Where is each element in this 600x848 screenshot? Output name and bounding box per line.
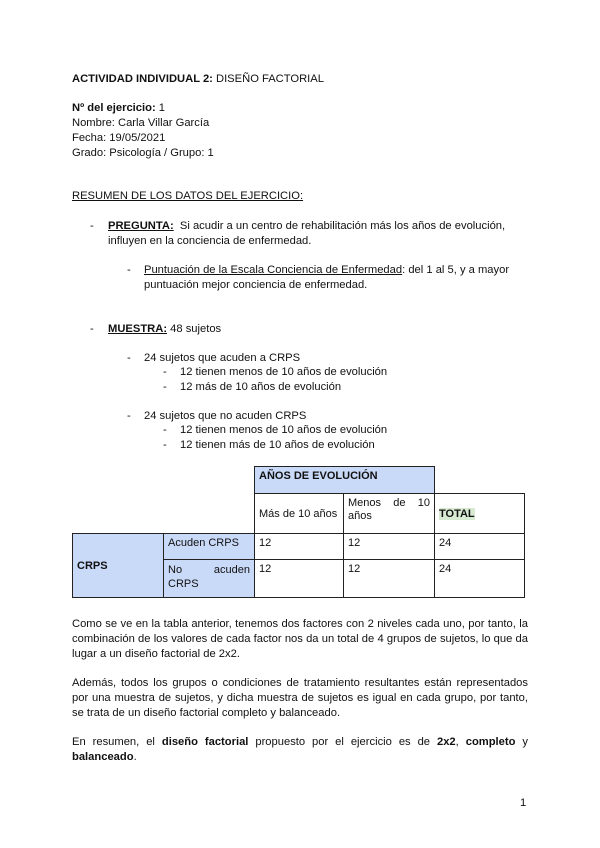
question-line2: influyen en la conciencia de enfermedad. (108, 235, 312, 247)
cell-value: 12 (255, 534, 344, 560)
group2-item1-bullet: - (163, 424, 167, 436)
paragraph-3: En resumen, el diseño factorial propuesto por el ejercicio es de 2x2, completo y balanceado. (72, 736, 528, 763)
group2-text: 24 sujetos que no acuden CRPS (144, 410, 307, 422)
group1-bullet: - (127, 352, 131, 364)
group2-bullet: - (127, 410, 131, 422)
col-more-than-10: Más de 10 años (255, 494, 344, 534)
group2-item2-bullet: - (163, 439, 167, 451)
row-label-no-acuden: No acuden CRPS (164, 560, 255, 598)
col-less-than-10: Menos de 10 años (344, 494, 435, 534)
summary-heading: RESUMEN DE LOS DATOS DEL EJERCICIO: (72, 190, 304, 202)
cell-value: 12 (344, 534, 435, 560)
group1-text: 24 sujetos que acuden a CRPS (144, 352, 301, 364)
question-line1: PREGUNTA: Si acudir a un centro de rehabilitación más los años de evolución, (108, 220, 506, 232)
group1-item1: 12 tienen menos de 10 años de evolución (180, 366, 388, 378)
col-total: TOTAL (435, 494, 525, 534)
cell-value: 12 (344, 560, 435, 598)
date: Fecha: 19/05/2021 (72, 132, 166, 144)
cell-value: 12 (255, 560, 344, 598)
row-label-acuden: Acuden CRPS (164, 534, 255, 560)
page-number: 1 (520, 797, 527, 809)
paragraph-1: Como se ve en la tabla anterior, tenemos dos factores con 2 niveles cada uno, por tanto, la combinación de los valores de cada factor nos da un total de 4 grupos de sujetos, lo que da lugar a un diseño factorial de 2x2. (72, 618, 528, 660)
row-factor-crps: CRPS (73, 534, 164, 598)
question-bullet: - (90, 220, 94, 232)
factor-header-years: AÑOS DE EVOLUCIÓN (255, 467, 435, 494)
group2-item1: 12 tienen menos de 10 años de evolución (180, 424, 388, 436)
group1-item1-bullet: - (163, 366, 167, 378)
factorial-table (72, 466, 525, 598)
grade: Grado: Psicología / Grupo: 1 (72, 147, 214, 159)
document-title: ACTIVIDAD INDIVIDUAL 2: DISEÑO FACTORIAL (72, 73, 324, 85)
scale-bullet: - (127, 264, 131, 276)
scale-line2: puntuación mejor conciencia de enfermedad. (144, 279, 368, 291)
paragraph-2: Además, todos los grupos o condiciones de tratamiento resultantes están representados por una muestra de sujetos, y dicha muestra de sujetos es igual en cada grupo, por tanto, se trata de un diseño factorial completo y balanceado. (72, 677, 528, 719)
exercise-number: Nº del ejercicio: 1 (72, 102, 166, 114)
group2-item2: 12 tienen más de 10 años de evolución (180, 439, 375, 451)
group1-item2-bullet: - (163, 381, 167, 393)
scale-line1: Puntuación de la Escala Conciencia de Enfermedad: del 1 al 5, y a mayor (144, 264, 510, 276)
cell-total: 24 (435, 560, 525, 598)
group1-item2: 12 más de 10 años de evolución (180, 381, 342, 393)
sample-line: MUESTRA: 48 sujetos (108, 323, 222, 335)
cell-total: 24 (435, 534, 525, 560)
sample-bullet: - (90, 323, 94, 335)
student-name: Nombre: Carla Villar García (72, 117, 210, 129)
